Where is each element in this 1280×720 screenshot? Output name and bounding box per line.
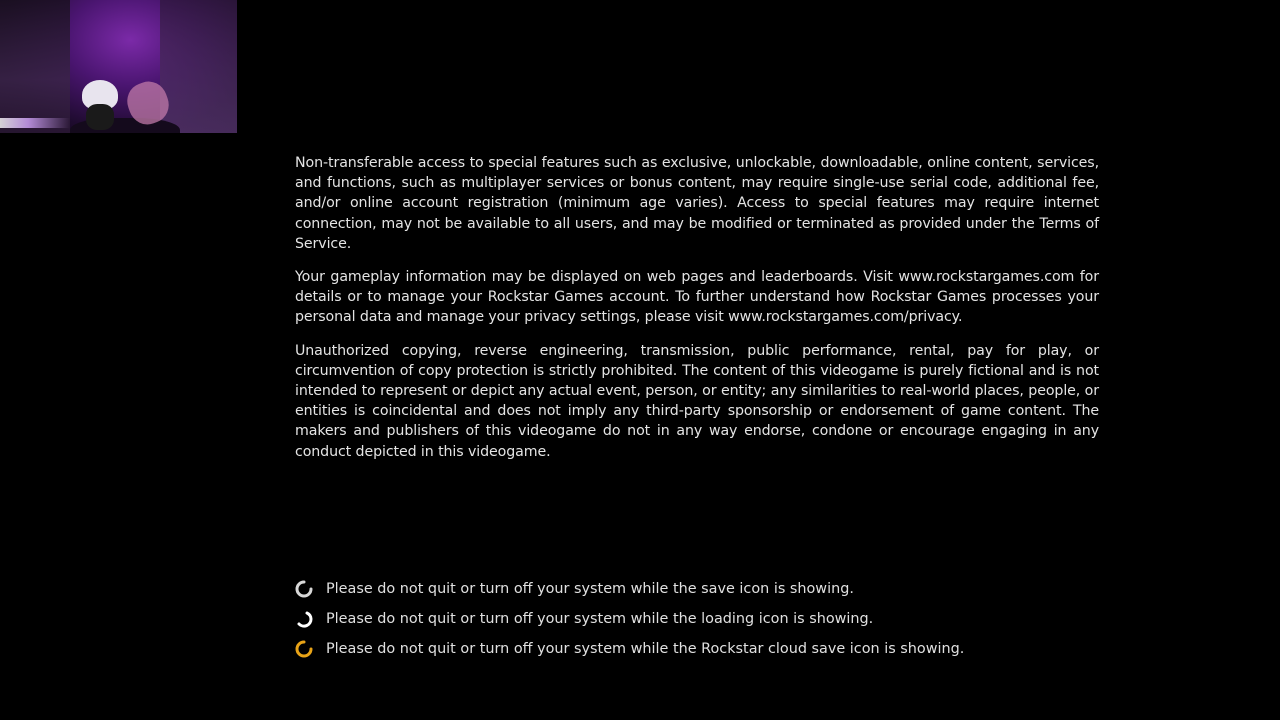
webcam-door [160,0,237,133]
legal-paragraph-privacy: Your gameplay information may be displayed on web pages and leaderboards. Visit www.rockstargames.com for details or to manage your Rockstar Games account. To further understand how Rockstar Games processes your personal data and manage your privacy settings, please visit www.rockstargames.com/privacy. [295,269,1099,326]
cloud-save-notice [295,634,1195,664]
cloud-save-spinner-icon [295,639,326,659]
loading-spinner-icon [295,609,326,629]
cloud-save-notice-text: Please do not quit or turn off your system while the Rockstar cloud save icon is showing. [326,641,965,657]
webcam-overlay [0,0,237,133]
save-notice [295,574,1195,604]
webcam-light [0,118,70,128]
save-spinner-icon [295,579,326,599]
legal-paragraph-access: Non-transferable access to special features such as exclusive, unlockable, downloadable, online content, services, and functions, such as multiplayer services or bonus content, may require single-use serial code, additional fee, and/or online account registration (minimum age varies). Access to special features may require internet connection, may not be available to all users, and may be modified or terminated as provided under the Terms of Service. [295,155,1099,252]
legal-paragraph-copyright: Unauthorized copying, reverse engineering, transmission, public performance, rental, pay for play, or circumvention of copy protection is strictly prohibited. The content of this videogame is purely fictional and is not intended to represent or depict any actual event, person, or entity; any similarities to real-world places, people, or entities is coincidental and does not imply any third-party sponsorship or endorsement of game content. The makers and publishers of this videogame do not in any way endorse, condone or encourage engaging in any conduct depicted in this videogame. [295,342,1099,460]
webcam-wall [0,0,70,133]
legal-notice-text [295,153,1099,475]
webcam-person-mask [86,104,114,130]
save-notice-text: Please do not quit or turn off your system while the save icon is showing. [326,581,854,597]
spinner-notices [295,574,1195,664]
loading-notice-text: Please do not quit or turn off your system while the loading icon is showing. [326,611,874,627]
loading-notice [295,604,1195,634]
